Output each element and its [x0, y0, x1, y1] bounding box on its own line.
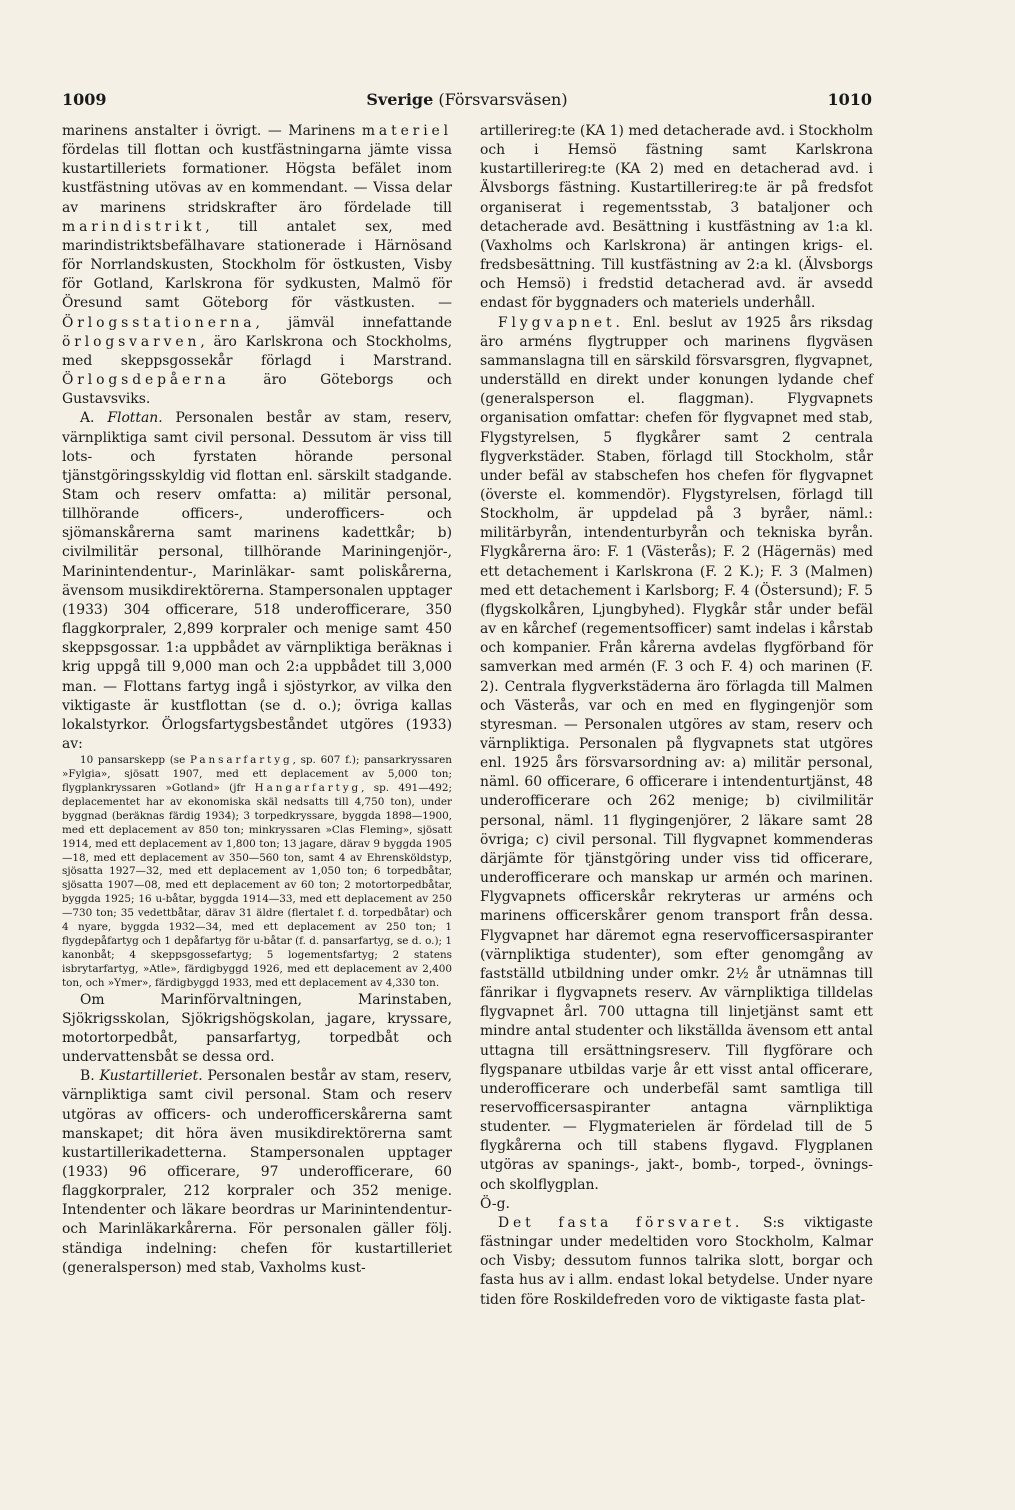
- paragraph-kustartilleriet: [62, 1067, 452, 1278]
- text-run: Personalen består av stam, reserv, värnpliktiga samt civil personal. Stam och reserv utgöras av officers- och underofficerskårerna samt manskapet; dit höra även musikdirektörerna samt kustartillerikadetterna. Stampersonalen upptager (1933) 96 officerare, 97 underofficerare, 60 flaggkorpraler, 212 korpraler och 352 menige. Intendenter och läkare beordras ur Marinintendentur- och Marinläkarkårerna. För personalen gäller följ. ständiga indelning: chefen för kustartilleriet (generalsperson) med stab, Vaxholms kust-: [62, 1068, 452, 1276]
- section-label: A.: [80, 410, 108, 427]
- author-signature: Ö-g.: [480, 1195, 510, 1212]
- section-heading-kustartilleriet: Kustartilleriet.: [99, 1068, 203, 1085]
- text-run: , jämväl innefattande: [255, 314, 452, 331]
- text-run: , äro Karlskrona och Stockholms, med skeppsgossekår förlagd i Marstrand.: [62, 333, 452, 369]
- text-run: S:s viktigaste fästningar under medeltiden voro Stockholm, Kalmar och Visby; dessutom funnos talrika slott, borgar och fasta hus av i allm. endast lokal betydelse. Under nyare tiden före Roskildefreden voro de viktigaste fasta plat-: [480, 1214, 873, 1308]
- fleet-list-block: [62, 754, 452, 990]
- text-run: , till antalet sex, med marindistriktsbefälhavare stationerade i Härnösand för Norrlandskusten, Stockholm för östkusten, Visby för Gotland, Karlskrona för sydkusten, Malmö för Öresund samt Göteborg för västkusten. —: [62, 218, 452, 312]
- spaced-term-pansarfartyg: Pansarfartyg: [190, 754, 293, 767]
- running-title-sub: (Försvarsväsen): [438, 90, 568, 109]
- paragraph-flottan: [62, 409, 452, 754]
- spaced-heading-flygvapnet: Flygvapnet.: [498, 314, 624, 331]
- text-run: , sp. 491—492; deplacementet har av ekonomiska skäl nedsatts till 4,750 ton), under byggnad (beräknas färdig 1934); 3 torpedkryssare, byggda 1898—1900, med ett deplacement av 850 ton; minkryssaren »Clas Fleming», sjösatt 1914, med ett deplacement av 1,800 ton; 13 jagare, därav 9 byggda 1905—18, med ett deplacement av 350—560 ton, samt 4 av Ehrensköldstyp, sjösatta 1927—32, med ett deplacement av 1,050 ton; 6 torpedbåtar, sjösatta 1907—08, med ett deplacement av 60 ton; 2 motortorpedbåtar, byggda 1925; 16 u-båtar, byggda 1914—33, med ett deplacement av 250—730 ton; 35 vedettbåtar, därav 31 äldre (flertalet f. d. torpedbåtar) och 4 nyare, byggda 1932—34, med ett deplacement av 250 ton; 1 flygdepåfartyg och 1 depåfartyg för u-båtar (f. d. pansarfartyg, se d. o.); 1 kanonbåt; 4 skeppsgossefartyg; 5 logementsfartyg; 2 statens isbrytarfartyg, »Atle», färdigbyggd 1926, med ett deplacement av 2,400 ton, och »Ymer», färdigbyggd 1933, med ett deplacement av 4,330 ton.: [62, 781, 452, 989]
- page-number-right: 1010: [827, 90, 872, 109]
- paragraph-fasta-forsvaret: [480, 1214, 873, 1310]
- section-label: B.: [80, 1068, 100, 1085]
- text-run: 10 pansarskepp (se: [80, 754, 190, 767]
- spaced-term-orlogsstationerna: Örlogsstationerna: [62, 314, 256, 331]
- spaced-heading-fasta-forsvaret: Det fasta försvaret.: [498, 1214, 744, 1231]
- text-run: äro Göteborgs och Gustavsviks.: [62, 372, 452, 408]
- text-run: , sp. 607 f.); pansarkryssaren »Fylgia», sjösatt 1907, med ett deplacement av 5,000 ton; flygplankryssaren »Gotland» (jfr: [62, 754, 452, 794]
- paragraph-marinens-anstalter: [62, 122, 452, 409]
- right-column: [480, 122, 873, 1310]
- text-run: fördelas till flottan och kustfästningarna jämte vissa kustartilleriets formationer. Högsta befälet inom kustfästning utövas av en kommendant. — Vissa delar av marinens stridskrafter äro fördelade till: [62, 142, 452, 216]
- text-run: Personalen består av stam, reserv, värnpliktiga samt civil personal. Dessutom är viss till lots- och fyrstaten hörande personal tjänstgöringsskyldig vid flottan enl. särskilt stadgande. Stam och reserv omfatta: a) militär personal, tillhörande officers-, underofficers- och sjömanskårerna samt marinens kadettkår; b) civilmilitär personal, tillhörande Mariningenjör-, Marinintendentur-, Marinläkar- samt poliskårerna, ävensom musikdirektörerna. Stampersonalen upptager (1933) 304 officerare, 518 underofficerare, 350 flaggkorpraler, 2,899 korpraler och menige samt 450 skeppsgossar. 1:a uppbådet av värnpliktiga beräknas i krig uppgå till 9,000 man och 2:a uppbådet till 3,000 man. — Flottans fartyg ingå i sjöstyrkor, av vilka den viktigaste är kustflottan (se d. o.); övriga kallas lokalstyrkor. Örlogsfartygsbeståndet utgöres (1933) av:: [62, 410, 452, 752]
- section-heading-flottan: Flottan.: [107, 410, 163, 427]
- text-run: marinens anstalter i övrigt. — Marinens: [62, 123, 362, 139]
- page-number-left: 1009: [62, 90, 107, 109]
- spaced-term-orlogsdepaerna: Örlogsdepåerna: [62, 372, 230, 389]
- spaced-term-materiel: materiel: [361, 123, 452, 139]
- page-header: [62, 90, 872, 112]
- paragraph-cross-references: Om Marinförvaltningen, Marinstaben, Sjökrigsskolan, Sjökrigshögskolan, jagare, kryssare, motortorpedbåt, pansarfartyg, torpedbåt och undervattensbåt se dessa ord.: [62, 991, 452, 1066]
- left-column: [62, 122, 452, 1278]
- running-title-main: Sverige: [366, 90, 434, 109]
- text-run: Enl. beslut av 1925 års riksdag äro arméns flygtrupper och marinens flygväsen sammanslagna till en särskild försvarsgren, flygvapnet, underställd en direkt under konungen lydande chef (generalsperson el. flaggman). Flygvapnets organisation omfattar: chefen för flygvapnet med stab, Flygstyrelsen, 5 flygkårer samt 2 centrala flygverkstäder. Staben, förlagd till Stockholm, står under befäl av stabschefen hos chefen för flygvapnet (överste el. kommendör). Flygstyrelsen, förlagd till Stockholm, är uppdelad på 3 byråer, näml.: militärbyrån, intendenturbyrån och tekniska byrån. Flygkårerna äro: F. 1 (Västerås); F. 2 (Hägernäs) med ett detachement i Karlskrona (F. 2 K.); F. 3 (Malmen) med ett detachement i Karlsborg; F. 4 (Östersund); F. 5 (flygskolkåren, Ljungbyhed). Flygkår står under befäl av en kårchef (regementsofficer) samt indelas i kårstab och kompanier. Från kårerna avdelas flygförband för samverkan med armén (F. 3 och F. 4) och marinen (F. 2). Centrala flygverkstäderna äro förlagda till Malmen och Västerås, var och en med en flygingenjör som styresman. — Personalen utgöres av stam, reserv och värnpliktiga. Personalen på flygvapnets stat utgöres enl. 1925 års försvarsordning av: a) militär personal, näml. 60 officerare, 6 officerare i intendenturtjänst, 48 underofficerare och 262 menige; b) civilmilitär personal, näml. 11 flygingenjörer, 2 läkare samt 28 övriga; c) civil personal. Till flygvapnet kommenderas därjämte för tjänstgöring under viss tid officerare, underofficerare och manskap ur armén och marinen. Flygvapnets officerskår rekryteras ur arméns och marinens officerskårer genom transport från dessa. Flygvapnet har däremot egna reservofficersaspiranter (värnpliktiga studenter), som efter genomgång av fastställd utbildning under omkr. 2½ år utnämnas till fänrikar i flygvapnets reserv. Av värnpliktiga tilldelas flygvapnet årl. 700 uttagna till linjetjänst samt ett mindre antal studenter och likställda ävensom ett antal uttagna till ersättningsreserv. Till flygförare och flygspanare utbildas varje år ett visst antal officerare, underofficerare och underbefäl samt samtliga till reservofficersaspiranter antagna värnpliktiga studenter. — Flygmaterielen är fördelad till de 5 flygkårerna och till stabens flygavd. Flygplanen utgöras av spanings-, jakt-, bomb-, torped-, övnings- och skolflygplan.: [480, 314, 873, 1193]
- paragraph-fleet-inventory: [62, 754, 452, 990]
- paragraph-kustartillerireg: artillerireg:te (KA 1) med detacherade avd. i Stockholm och i Hemsö fästning samt Karlskrona kustartillerireg:te (KA 2) med en detacherad avd. i Älvsborgs fästning. Kustartillerireg:te är på fredsfot organiserat i regementsstab, 3 bataljoner och detacherade avd. Besättning i kustfästning av 1:a kl. (Vaxholms och Karlskrona) är antingen krigs- el. fredsbesättning. Till kustfästning av 2:a kl. (Älvsborgs och Hemsö) i fredstid detacherad avd. är avsedd endast för byggnaders och materiels underhåll.: [480, 123, 873, 312]
- running-title: [62, 90, 872, 109]
- paragraph-flygvapnet: [480, 314, 873, 1195]
- spaced-term-hangarfartyg: Hangarfartyg: [254, 781, 362, 794]
- spaced-term-marindistrikt: marindistrikt: [62, 218, 206, 235]
- spaced-term-orlogsvarven: örlogsvarven: [62, 333, 201, 350]
